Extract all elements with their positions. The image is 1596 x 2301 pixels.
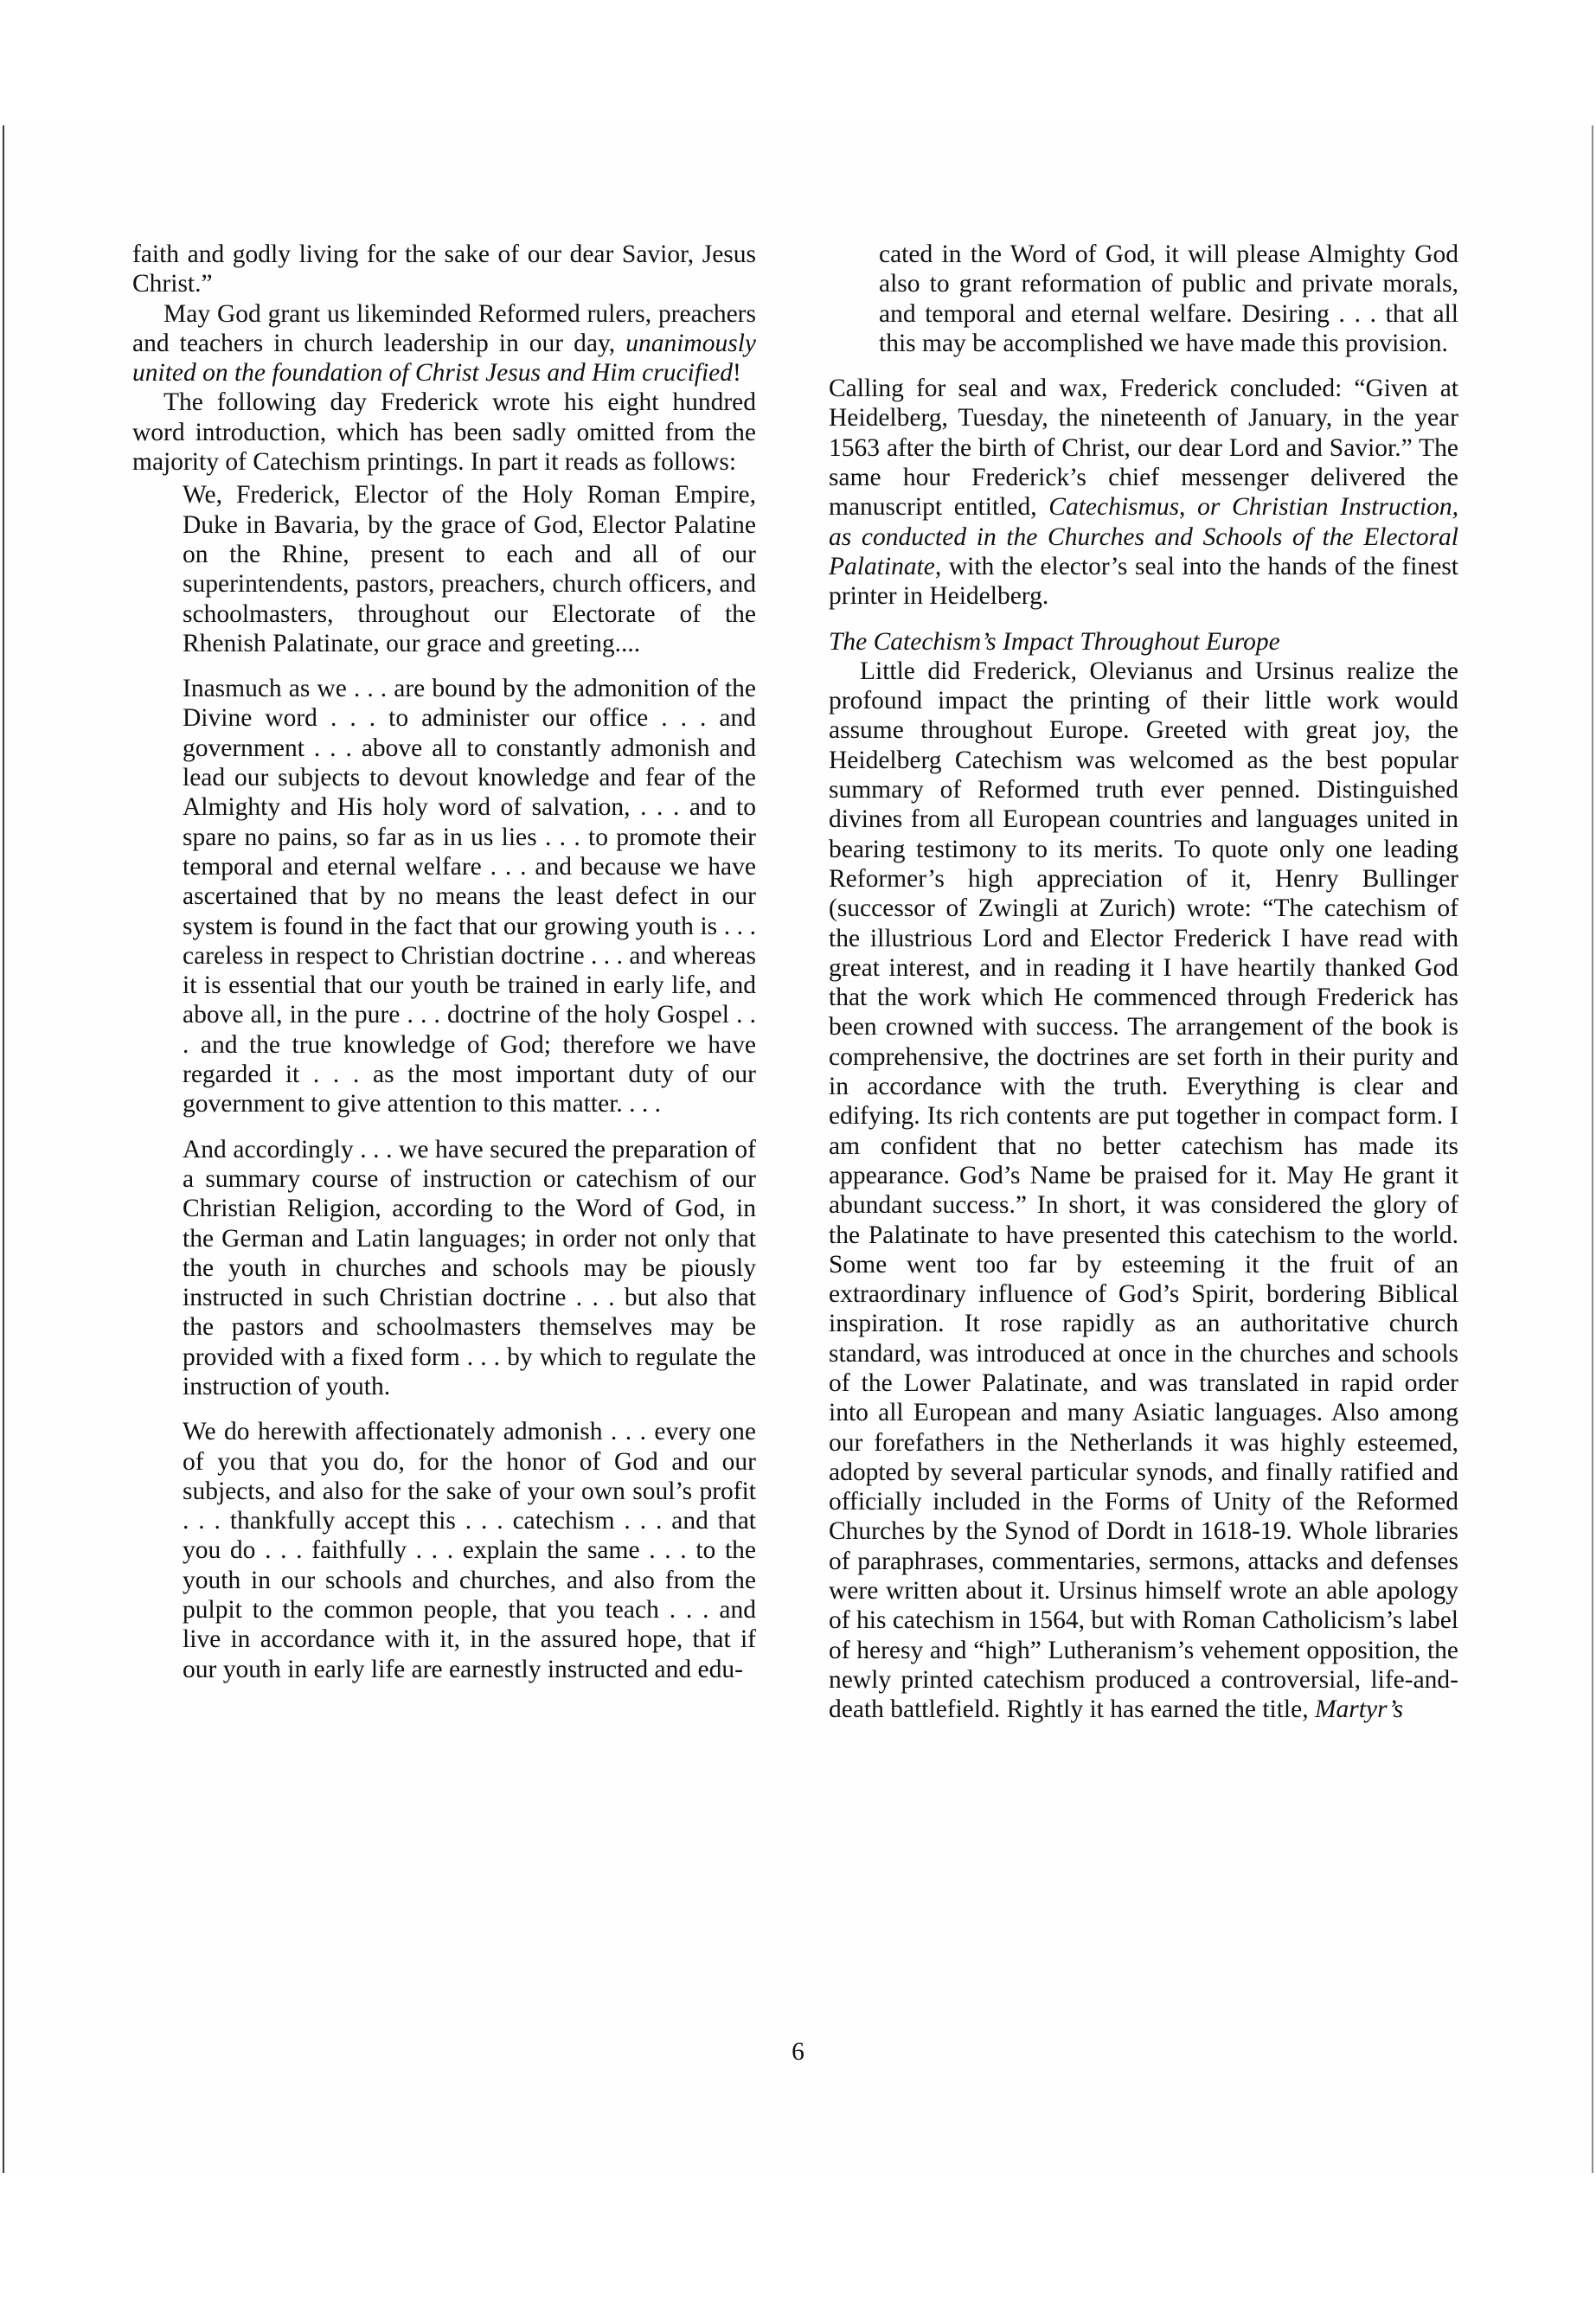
paragraph-may-god-grant — [132, 299, 756, 388]
paragraph-calling-for-seal-end: with the elector’s seal into the hands of the finest printer in Heidelberg. — [829, 552, 1458, 611]
scan-bottom-margin — [0, 2173, 1596, 2301]
paragraph-may-god-grant-italic: unanimously united on the foundation of Christ Jesus and Him crucified — [132, 329, 756, 388]
section-heading: The Catechism’s Impact Throughout Europe — [829, 627, 1280, 656]
paragraph-little-did-frederick-italic: Martyr’s — [1314, 1695, 1404, 1724]
quote-we-do-herewith: We do herewith affectionately admonish . . . every one of you that you do, for the honor of God and our subjects, and also for the sake of your own soul’s profit . . . thankfully accept this . . . catechism . . . and that you do . . . faithfully . . . explain the same . . . to the youth in our schools and churches, and also from the pulpit to the common people, that you teach . . . and live in accordance with it, in the assured hope, that if our youth in early life are earnestly instructed and edu- — [183, 1418, 756, 1683]
left-column — [132, 240, 756, 1684]
quote-inasmuch: Inasmuch as we . . . are bound by the admonition of the Divine word . . . to administer our office . . . and government . . . above all to constantly admonish and lead our subjects to devout knowledge and fear of the Almighty and His holy word of salvation, . . . and to spare no pains, so far as in us lies . . . to promote their temporal and eternal welfare . . . and because we have ascertained that by no means the least defect in our system is found in the fact that our growing youth is . . . careless in respect to Christian doctrine . . . and whereas it is essential that our youth be trained in early life, and above all, in the pure . . . doctrine of the holy Gospel . . . and the true knowledge of God; therefore we have regarded it . . . as the most important duty of our government to give attention to this matter. . . . — [183, 675, 756, 1118]
quote-cated-in-word: cated in the Word of God, it will please Almighty God also to grant reformation of public and private morals, and temporal and eternal welfare. Desiring . . . that all this may be accomplished we have made this provision. — [879, 240, 1458, 357]
paragraph-faith: faith and godly living for the sake of our dear Savior, Jesus Christ.” — [132, 240, 756, 298]
paragraph-may-god-grant-end: ! — [733, 359, 741, 388]
paragraph-calling-for-seal-italic: Catechismus, or Christian Instruction, as conducted in the Churches and Schools of the Electoral Palatinate, — [829, 493, 1458, 580]
paragraph-calling-for-seal — [829, 374, 1458, 611]
quote-and-accordingly: And accordingly . . . we have secured the preparation of a summary course of instruction or catechism of our Christian Religion, according to the Word of God, in the German and Latin languages; in order not only that the youth in churches and schools may be piously instructed in such Christian doctrine . . . but also that the pastors and schoolmasters themselves may be provided with a fixed form . . . by which to regulate the instruction of youth. — [183, 1135, 756, 1400]
right-column — [829, 240, 1458, 1725]
page-number: 6 — [792, 2038, 804, 2066]
paragraph-following-day: The following day Frederick wrote his eight hundred word introduction, which has been sadly omitted from the majority of Catechism printings. In part it reads as follows: — [132, 388, 756, 477]
paragraph-calling-for-seal-text: Calling for seal and wax, Frederick concluded: “Given at Heidelberg, Tuesday, the nineteenth of January, in the year 1563 after the birth of Christ, our dear Lord and Savior.” The same hour Frederick’s chief messenger delivered the manuscript entitled, — [829, 375, 1458, 522]
page-edge-left — [3, 125, 4, 2173]
paragraph-little-did-frederick — [829, 657, 1458, 1725]
paragraph-may-god-grant-text: May God grant us likeminded Reformed rulers, preachers and teachers in church leadership in our day, — [132, 299, 756, 357]
paragraph-little-did-frederick-text: Little did Frederick, Olevianus and Ursinus realize the profound impact the printing of their little work would assume throughout Europe. Greeted with great joy, the Heidelberg Catechism was welcomed as the best popular summary of Reformed truth ever penned. Distinguished divines from all European countries and languages united in bearing testimony to its merits. To quote only one leading Reformer’s high appreciation of it, Henry Bullinger (successor of Zwingli at Zurich) wrote: “The catechism of the illustrious Lord and Elector Frederick I have read with great interest, and in reading it I have heartily thanked God that the work which He commenced through Frederick has been crowned with success. The arrangement of the book is comprehensive, the doctrines are set forth in their purity and in accordance with the truth. Everything is clear and edifying. Its rich contents are put together in compact form. I am confident that no better catechism has made its appearance. God’s Name be praised for it. May He grant it abundant success.” In short, it was considered the glory of the Palatinate to have presented this catechism to the world. Some went too far by esteeming it the fruit of an extraordinary influence of God’s Spirit, bordering Biblical inspiration. It rose rapidly as an authoritative church standard, was introduced at once in the churches and schools of the Lower Palatinate, and was translated in rapid order into all European and many Asiatic languages. Also among our forefathers in the Netherlands it was highly esteemed, adopted by several particular synods, and finally ratified and officially included in the Forms of Unity of the Reformed Churches by the Synod of Dordt in 1618-19. Whole libraries of paraphrases, commentaries, sermons, attacks and defenses were written about it. Ursinus himself wrote an able apology of his catechism in 1564, but with Roman Catholicism’s label of heresy and “high” Lutheranism’s vehement opposition, the newly printed catechism produced a controversial, life-and-death battlefield. Rightly it has earned the title, — [829, 657, 1458, 1724]
quote-we-frederick: We, Frederick, Elector of the Holy Roman Empire, Duke in Bavaria, by the grace of God, Elector Palatine on the Rhine, present to each and all of our superintendents, pastors, preachers, church officers, and schoolmasters, throughout our Electorate of the Rhenish Palatinate, our grace and greeting.... — [183, 481, 756, 657]
page-edge-right — [1592, 125, 1593, 2173]
scan-top-margin — [0, 0, 1596, 125]
